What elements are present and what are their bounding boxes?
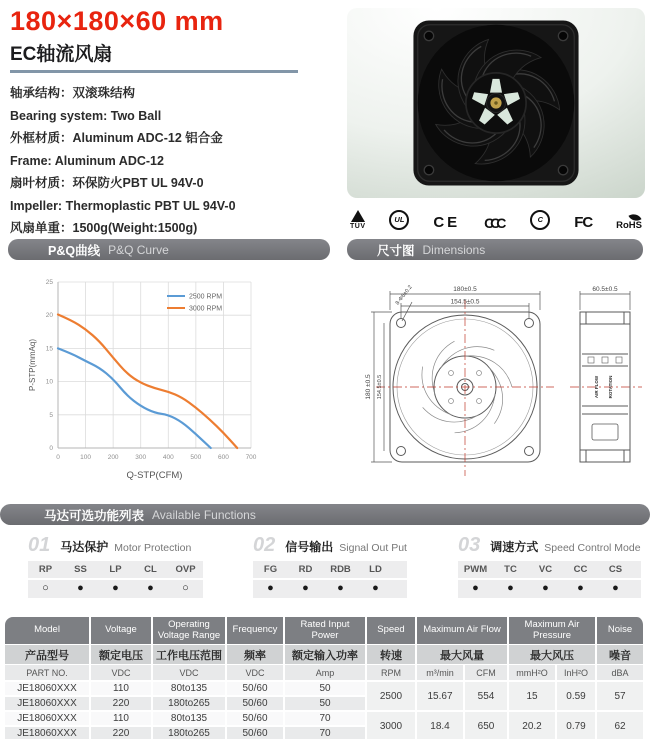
rohs-label: RoHS bbox=[616, 219, 642, 231]
pressure-in-cell: 0.59 bbox=[557, 680, 597, 710]
pressure-in-cell: 0.79 bbox=[557, 710, 597, 739]
header bbox=[10, 6, 340, 240]
dim-holes-label: 8-Φ6±0.2 bbox=[394, 284, 414, 307]
col-air-flow: Maximum Air Flow bbox=[417, 617, 509, 644]
option-dot: ● bbox=[372, 582, 379, 594]
table-row: JE18060XXX 110 80to135 50/60 50 2500 15.67 554 15 0.59 57 bbox=[5, 680, 645, 695]
svg-text:200: 200 bbox=[107, 454, 119, 461]
option-label: FG bbox=[263, 564, 278, 575]
option-label: RP bbox=[38, 564, 53, 575]
option-dot: ● bbox=[612, 582, 619, 594]
option-dots bbox=[28, 580, 203, 598]
fcc-icon bbox=[574, 215, 592, 230]
svg-text:400: 400 bbox=[162, 454, 174, 461]
function-group-speed-control bbox=[458, 534, 641, 598]
svg-text:10: 10 bbox=[45, 378, 53, 386]
option-label: RD bbox=[298, 564, 313, 575]
col-speed: Speed bbox=[367, 617, 417, 644]
spec-list bbox=[10, 82, 340, 240]
rotation-label: ROTATION bbox=[608, 375, 613, 399]
option-dot: ○ bbox=[182, 582, 189, 594]
ce-label: CE bbox=[433, 214, 461, 231]
svg-text:100: 100 bbox=[80, 454, 92, 461]
fan-product-image bbox=[347, 8, 645, 198]
func-title-zh: 马达可选功能列表 bbox=[44, 508, 145, 523]
speed-cell: 3000 bbox=[367, 710, 417, 739]
option-label: CC bbox=[573, 564, 588, 575]
group-title-zh: 调速方式 bbox=[490, 540, 539, 554]
option-dot: ● bbox=[577, 582, 584, 594]
function-group-motor-protection bbox=[28, 534, 203, 598]
func-title-en: Available Functions bbox=[152, 507, 256, 522]
table-header-zh: 产品型号 额定电压 工作电压范围 频率 额定输入功率 转速 最大风量 最大风压 噪音 bbox=[5, 644, 645, 664]
airflow-m3-cell: 18.4 bbox=[417, 710, 465, 739]
svg-text:700: 700 bbox=[245, 454, 257, 461]
table-row: JE18060XXX 220 180to265 50/60 50 bbox=[5, 695, 645, 710]
spec-impeller-zh: 扇叶材质：环保防火PBT UL 94V-0 bbox=[10, 176, 204, 190]
option-label: RDB bbox=[330, 564, 351, 575]
group-number: 02 bbox=[253, 534, 276, 556]
ul-icon bbox=[389, 210, 409, 230]
airflow-m3-cell: 15.67 bbox=[417, 680, 465, 710]
group-title-zh: 信号输出 bbox=[285, 540, 334, 554]
spec-weight: 风扇单重：1500g(Weight:1500g) bbox=[10, 221, 198, 235]
svg-text:25: 25 bbox=[45, 279, 53, 286]
option-dot: ● bbox=[112, 582, 119, 594]
airflow-cfm-cell: 650 bbox=[465, 710, 509, 739]
svg-text:0: 0 bbox=[49, 445, 53, 452]
dim-title-zh: 尺寸图 bbox=[377, 243, 415, 258]
spec-bearing-en: Bearing system: Two Ball bbox=[10, 108, 162, 123]
specification-table bbox=[5, 617, 645, 739]
option-label: CL bbox=[144, 564, 157, 575]
col-noise: Noise bbox=[597, 617, 645, 644]
spec-bearing-zh: 轴承结构：双滚珠结构 bbox=[10, 86, 136, 100]
option-dot: ● bbox=[77, 582, 84, 594]
option-dot: ● bbox=[267, 582, 274, 594]
option-dots bbox=[253, 580, 407, 598]
group-title-zh: 马达保护 bbox=[60, 540, 109, 554]
fan-illustration bbox=[410, 17, 582, 189]
option-dot: ● bbox=[507, 582, 514, 594]
table-row: JE18060XXX 110 80to135 50/60 70 3000 18.4 650 20.2 0.79 62 bbox=[5, 710, 645, 725]
dim-hole-pitch-v-label: 154.5±0.5 bbox=[377, 374, 383, 400]
noise-cell: 57 bbox=[597, 680, 645, 710]
noise-cell: 62 bbox=[597, 710, 645, 739]
dim-hole-pitch-label: 154.5±0.5 bbox=[450, 298, 480, 306]
option-dot: ○ bbox=[42, 582, 49, 594]
option-label: LD bbox=[369, 564, 382, 575]
legend-label: 2500 RPM bbox=[189, 293, 223, 301]
option-label: PWM bbox=[463, 564, 488, 575]
option-label: CS bbox=[608, 564, 623, 575]
group-title-en: Speed Control Mode bbox=[544, 542, 641, 554]
group-number: 03 bbox=[458, 534, 481, 556]
group-title-en: Motor Protection bbox=[114, 542, 192, 554]
dim-title-en: Dimensions bbox=[422, 242, 486, 257]
svg-text:0: 0 bbox=[56, 454, 60, 461]
option-label: TC bbox=[504, 564, 517, 575]
col-model: Model bbox=[5, 617, 91, 644]
x-axis-label: Q-STP(CFM) bbox=[126, 470, 183, 481]
airflow-cfm-cell: 554 bbox=[465, 680, 509, 710]
ccc-icon bbox=[484, 216, 506, 230]
option-dot: ● bbox=[472, 582, 479, 594]
page-subtitle: EC轴流风扇 bbox=[10, 44, 113, 65]
tuv-label: TÜV bbox=[350, 223, 366, 230]
section-header-pq-curve bbox=[8, 239, 330, 260]
svg-text:500: 500 bbox=[190, 454, 202, 461]
option-label: OVP bbox=[175, 564, 196, 575]
rohs-icon bbox=[616, 213, 642, 231]
option-dot: ● bbox=[542, 582, 549, 594]
cqc-icon bbox=[530, 210, 550, 230]
spec-frame-en: Frame: Aluminum ADC-12 bbox=[10, 153, 164, 168]
cqc-label: C bbox=[537, 215, 544, 225]
option-labels bbox=[28, 561, 203, 578]
option-label: VC bbox=[538, 564, 553, 575]
ce-icon bbox=[433, 215, 460, 230]
ccc-label: CCC bbox=[484, 215, 503, 231]
table-header-en bbox=[5, 617, 645, 644]
dim-depth-label: 60.5±0.5 bbox=[592, 286, 618, 293]
option-labels bbox=[458, 561, 641, 578]
col-rated-power: Rated Input Power bbox=[285, 617, 367, 644]
group-title-en: Signal Out Put bbox=[339, 542, 407, 554]
dimensions-drawing bbox=[348, 266, 642, 500]
function-group-signal-output bbox=[253, 534, 407, 598]
title-divider bbox=[10, 70, 298, 73]
pressure-mm-cell: 20.2 bbox=[509, 710, 557, 739]
series-2500-rpm bbox=[58, 348, 211, 448]
option-dot: ● bbox=[147, 582, 154, 594]
col-air-pressure: Maximum Air Pressure bbox=[509, 617, 597, 644]
pq-chart-svg bbox=[26, 270, 261, 485]
col-voltage: Voltage bbox=[91, 617, 153, 644]
tuv-triangle-icon bbox=[351, 210, 365, 222]
section-header-available-functions bbox=[0, 504, 650, 525]
option-label: LP bbox=[109, 564, 122, 575]
y-axis-label: P-STP(mmAq) bbox=[28, 339, 37, 391]
table-units-row: PART NO. VDC VDC VDC Amp RPM m³/min CFM mmH²O InH²O dBA bbox=[5, 664, 645, 680]
option-dot: ● bbox=[302, 582, 309, 594]
pressure-mm-cell: 15 bbox=[509, 680, 557, 710]
col-frequency: Frequency bbox=[227, 617, 285, 644]
svg-text:5: 5 bbox=[49, 411, 53, 419]
spec-frame-zh: 外框材质：Aluminum ADC-12 铝合金 bbox=[10, 131, 223, 145]
col-voltage-range: Operating Voltage Range bbox=[153, 617, 227, 644]
svg-text:300: 300 bbox=[135, 454, 147, 461]
svg-text:15: 15 bbox=[45, 345, 53, 353]
ul-label: UL bbox=[394, 215, 405, 225]
option-dots bbox=[458, 580, 641, 598]
group-number: 01 bbox=[28, 534, 51, 556]
air-flow-label: AIR FLOW bbox=[594, 375, 599, 399]
fcc-label: FC bbox=[574, 214, 593, 231]
table-row: JE18060XXX 220 180to265 50/60 70 bbox=[5, 725, 645, 739]
spec-impeller-en: Impeller: Thermoplastic PBT UL 94V-0 bbox=[10, 198, 236, 213]
legend-label: 3000 RPM bbox=[189, 305, 223, 313]
tuv-icon bbox=[350, 210, 366, 230]
option-labels bbox=[253, 561, 407, 578]
pq-title-zh: P&Q曲线 bbox=[48, 243, 101, 258]
dim-height-label: 180 ±0.5 bbox=[365, 374, 372, 400]
speed-cell: 2500 bbox=[367, 680, 417, 710]
certification-row bbox=[347, 200, 645, 230]
svg-text:20: 20 bbox=[45, 312, 53, 320]
section-header-dimensions bbox=[347, 239, 643, 260]
pq-curve-chart bbox=[26, 270, 261, 485]
option-label: SS bbox=[74, 564, 87, 575]
option-dot: ● bbox=[337, 582, 344, 594]
pq-title-en: P&Q Curve bbox=[108, 242, 169, 257]
svg-text:600: 600 bbox=[217, 454, 229, 461]
page-title: 180×180×60 mm bbox=[10, 6, 224, 36]
dim-width-label: 180±0.5 bbox=[453, 286, 477, 293]
